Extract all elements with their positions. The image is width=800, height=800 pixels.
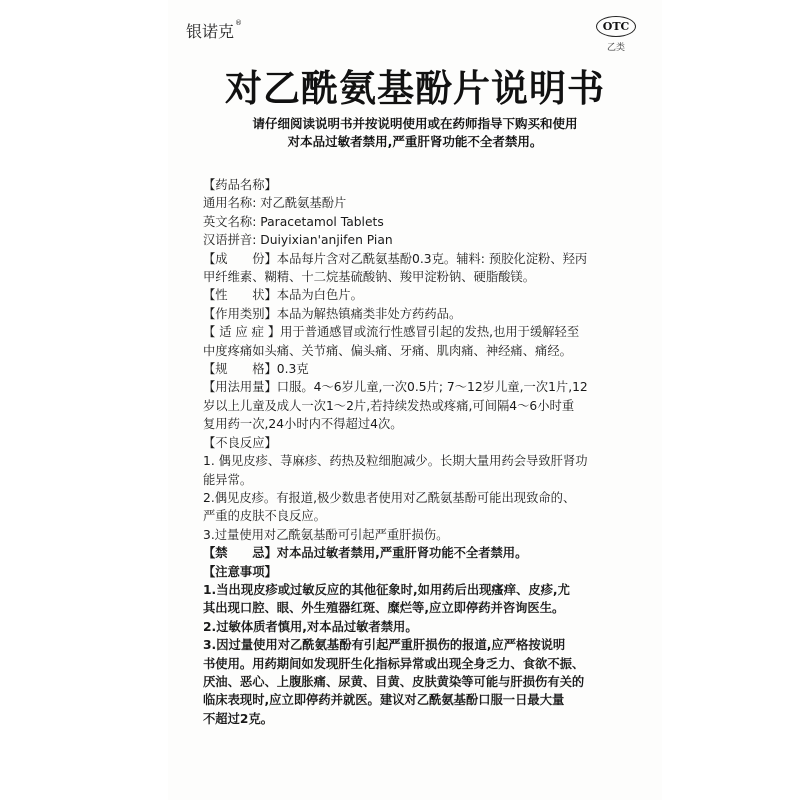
text-line: 中度疼痛如头痛、关节痛、偏头痛、牙痛、肌肉痛、神经痛、痛经。 <box>203 343 572 358</box>
text-line: 英文名称: Paracetamol Tablets <box>203 214 384 229</box>
text-line: 【作用类别】本品为解热镇痛类非处方药药品。 <box>203 306 462 321</box>
text-line: 【性 状】本品为白色片。 <box>203 288 363 303</box>
otc-class-label: 乙类 <box>606 43 625 53</box>
text-line: 【成 份】本品每片含对乙酰氨基酚0.3克。辅料: 预胶化淀粉、羟丙 <box>203 251 588 266</box>
text-line: 通用名称: 对乙酰氨基酚片 <box>203 196 347 211</box>
text-line: 2.过敏体质者慎用,对本品过敏者禁用。 <box>203 619 418 634</box>
brand-name: 银诺克 <box>186 22 235 41</box>
section-heading: 【药品名称】 <box>203 178 277 192</box>
text-line: 书使用。用药期间如发现肝生化指标异常或出现全身乏力、食欲不振、 <box>203 656 585 671</box>
otc-badge: OTC <box>596 16 636 37</box>
brand-logo <box>186 19 242 42</box>
text-line: 甲纤维素、糊精、十二烷基硫酸钠、羧甲淀粉钠、硬脂酸镁。 <box>203 270 536 285</box>
document-title: 对乙酰氨基酚片说明书 <box>225 66 605 110</box>
leaflet-body <box>203 176 639 728</box>
text-line: 1.当出现皮疹或过敏反应的其他征象时,如用药后出现瘙痒、皮疹,尤 <box>203 582 570 597</box>
text-line: 厌油、恶心、上腹胀痛、尿黄、目黄、皮肤黄染等可能与肝损伤有关的 <box>203 674 585 689</box>
text-line: 临床表现时,应立即停药并就医。建议对乙酰氨基酚口服一日最大量 <box>203 693 565 708</box>
otc-badge-group <box>592 16 640 53</box>
text-line: 3.因过量使用对乙酰氨基酚有引起严重肝损伤的报道,应严格按说明 <box>203 638 566 653</box>
text-line: 1. 偶见皮疹、荨麻疹、药热及粒细胞减少。长期大量用药会导致肝肾功 <box>203 454 588 469</box>
contraindication-line: 【禁 忌】对本品过敏者禁用,严重肝肾功能不全者禁用。 <box>203 546 528 561</box>
text-line: 汉语拼音: Duiyixian'anjifen Pian <box>203 233 393 248</box>
text-line: 能异常。 <box>203 472 253 487</box>
text-line: 3.过量使用对乙酰氨基酚可引起严重肝损伤。 <box>203 527 449 542</box>
text-line: 严重的皮肤不良反应。 <box>203 509 326 524</box>
text-line: 【规 格】0.3克 <box>203 362 309 377</box>
section-heading: 【不良反应】 <box>203 435 277 450</box>
section-heading: 【注意事项】 <box>203 564 277 579</box>
text-line: 【 适 应 症 】用于普通感冒或流行性感冒引起的发热,也用于缓解轻至 <box>203 325 580 340</box>
text-line: 岁以上儿童及成人一次1～2片,若持续发热或疼痛,可间隔4～6小时重 <box>203 398 575 413</box>
warning-line-1: 请仔细阅读说明书并按说明使用或在药师指导下购买和使用 <box>252 116 578 131</box>
text-line: 其出现口腔、眼、外生殖器红斑、糜烂等,应立即停药并咨询医生。 <box>203 601 565 616</box>
text-line: 【用法用量】口服。4～6岁儿童,一次0.5片; 7～12岁儿童,一次1片,12 <box>203 380 588 395</box>
text-line: 不超过2克。 <box>203 711 274 726</box>
warning-line-2: 对本品过敏者禁用,严重肝肾功能不全者禁用。 <box>287 134 543 149</box>
text-line: 复用药一次,24小时内不得超过4次。 <box>203 417 403 432</box>
text-line: 2.偶见皮疹。有报道,极少数患者使用对乙酰氨基酚可能出现致命的、 <box>203 490 576 505</box>
registered-mark: ® <box>235 19 243 27</box>
